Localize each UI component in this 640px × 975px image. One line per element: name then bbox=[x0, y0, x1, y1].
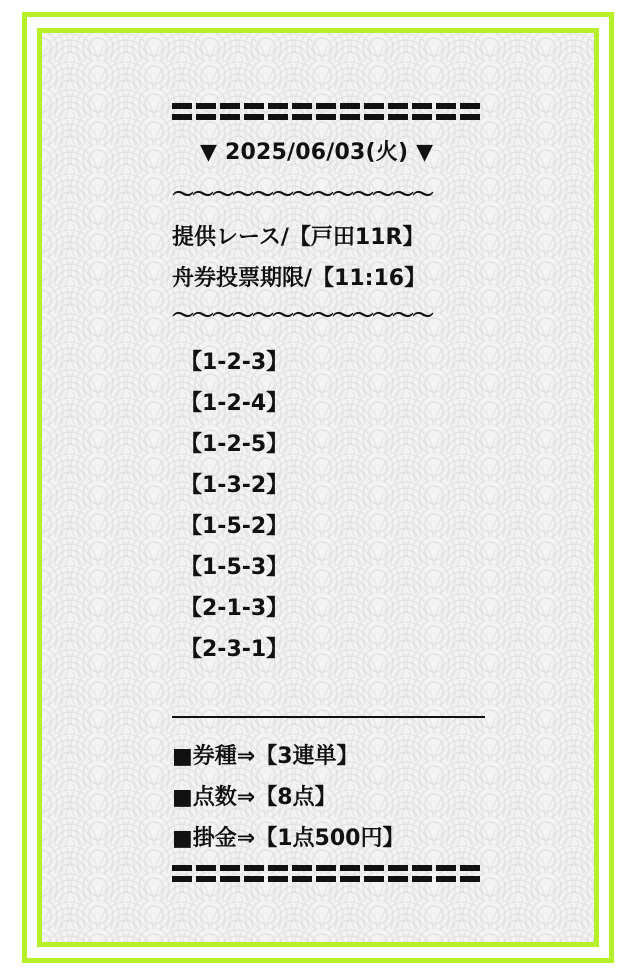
thin-divider bbox=[172, 716, 485, 718]
combination-item: 【2-3-1】 bbox=[180, 637, 289, 662]
deadline-line: 舟券投票期限/【11:16】 bbox=[172, 266, 427, 291]
wave-divider-bottom: 〜〜〜〜〜〜〜〜〜〜〜〜〜 bbox=[172, 304, 433, 329]
combination-item: 【1-2-3】 bbox=[180, 350, 289, 375]
bet-stake-line: ■掛金⇒【1点500円】 bbox=[172, 826, 405, 851]
combination-item: 【1-2-4】 bbox=[180, 391, 289, 416]
top-double-rule bbox=[172, 103, 484, 121]
combination-item: 【1-2-5】 bbox=[180, 432, 289, 457]
outer-frame bbox=[22, 12, 614, 963]
bottom-double-rule bbox=[172, 865, 484, 883]
bet-info bbox=[172, 736, 492, 859]
date-line: ▼ 2025/06/03(火) ▼ bbox=[200, 140, 434, 165]
combination-item: 【1-5-3】 bbox=[180, 555, 289, 580]
combination-list bbox=[172, 342, 492, 670]
race-line: 提供レース/【戸田11R】 bbox=[172, 225, 425, 250]
wave-divider-top: 〜〜〜〜〜〜〜〜〜〜〜〜〜 bbox=[172, 183, 433, 208]
combination-item: 【2-1-3】 bbox=[180, 596, 289, 621]
bet-type-line: ■券種⇒【3連単】 bbox=[172, 744, 359, 769]
combination-item: 【1-5-2】 bbox=[180, 514, 289, 539]
combination-item: 【1-3-2】 bbox=[180, 473, 289, 498]
ticket-content bbox=[172, 103, 492, 883]
inner-frame bbox=[37, 28, 599, 947]
bet-count-line: ■点数⇒【8点】 bbox=[172, 785, 337, 810]
